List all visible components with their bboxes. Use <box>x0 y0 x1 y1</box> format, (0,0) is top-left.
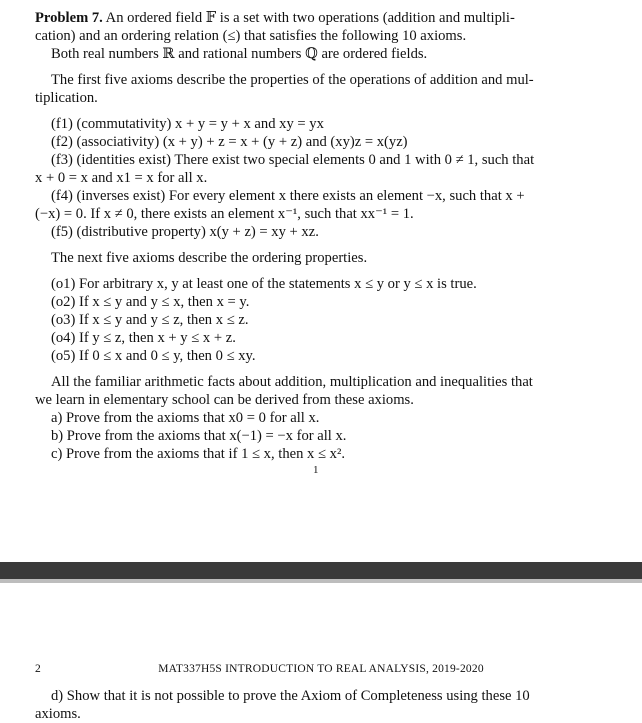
axiom-o3: (o3) If x ≤ y and y ≤ z, then x ≤ z. <box>51 312 249 328</box>
field-axioms-intro-1: The first five axioms describe the properties of the operations of addition and mul- <box>51 72 534 88</box>
axiom-f1: (f1) (commutativity) x + y = y + x and xy = yx <box>51 116 324 132</box>
question-a: a) Prove from the axioms that x0 = 0 for all x. <box>51 410 320 426</box>
problem-label: Problem 7. <box>35 10 103 26</box>
problem-statement-line-3: Both real numbers ℝ and rational numbers ℚ are ordered fields. <box>51 46 428 62</box>
axiom-f4-line-2: (−x) = 0. If x ≠ 0, there exists an element x⁻¹, such that xx⁻¹ = 1. <box>35 206 414 222</box>
axiom-o1: (o1) For arbitrary x, y at least one of the statements x ≤ y or y ≤ x is true. <box>51 276 477 292</box>
axiom-f2: (f2) (associativity) (x + y) + z = x + (y + z) and (xy)z = x(yz) <box>51 134 408 150</box>
question-d-line-1: d) Show that it is not possible to prove the Axiom of Completeness using these 10 <box>51 688 530 704</box>
closing-paragraph-1: All the familiar arithmetic facts about addition, multiplication and inequalities that <box>51 374 533 390</box>
running-header: MAT337H5S INTRODUCTION TO REAL ANALYSIS, 2019-2020 <box>158 663 484 675</box>
axiom-o4: (o4) If y ≤ z, then x + y ≤ x + z. <box>51 330 236 346</box>
axiom-f4-line-1: (f4) (inverses exist) For every element x there exists an element −x, such that x + <box>51 188 525 204</box>
order-axioms-intro: The next five axioms describe the ordering properties. <box>51 250 368 266</box>
question-d-line-2: axioms. <box>35 706 81 722</box>
axiom-o5: (o5) If 0 ≤ x and 0 ≤ y, then 0 ≤ xy. <box>51 348 256 364</box>
page-separator <box>0 562 642 579</box>
question-c: c) Prove from the axioms that if 1 ≤ x, then x ≤ x². <box>51 446 345 462</box>
problem-text: An ordered field 𝔽 is a set with two operations (addition and multipli- <box>105 10 515 26</box>
problem-statement-line-2: cation) and an ordering relation (≤) that satisfies the following 10 axioms. <box>35 28 467 44</box>
axiom-f3-line-1: (f3) (identities exist) There exist two special elements 0 and 1 with 0 ≠ 1, such that <box>51 152 535 168</box>
page-2 <box>0 583 642 722</box>
problem-statement-line-1 <box>35 9 515 27</box>
page-number-1: 1 <box>313 464 319 476</box>
field-axioms-intro-2: tiplication. <box>35 90 98 106</box>
axiom-f5: (f5) (distributive property) x(y + z) = xy + xz. <box>51 224 319 240</box>
closing-paragraph-2: we learn in elementary school can be derived from these axioms. <box>35 392 414 408</box>
page-number-2: 2 <box>35 663 41 675</box>
axiom-o2: (o2) If x ≤ y and y ≤ x, then x = y. <box>51 294 250 310</box>
question-b: b) Prove from the axioms that x(−1) = −x for all x. <box>51 428 347 444</box>
axiom-f3-line-2: x + 0 = x and x1 = x for all x. <box>35 170 208 186</box>
